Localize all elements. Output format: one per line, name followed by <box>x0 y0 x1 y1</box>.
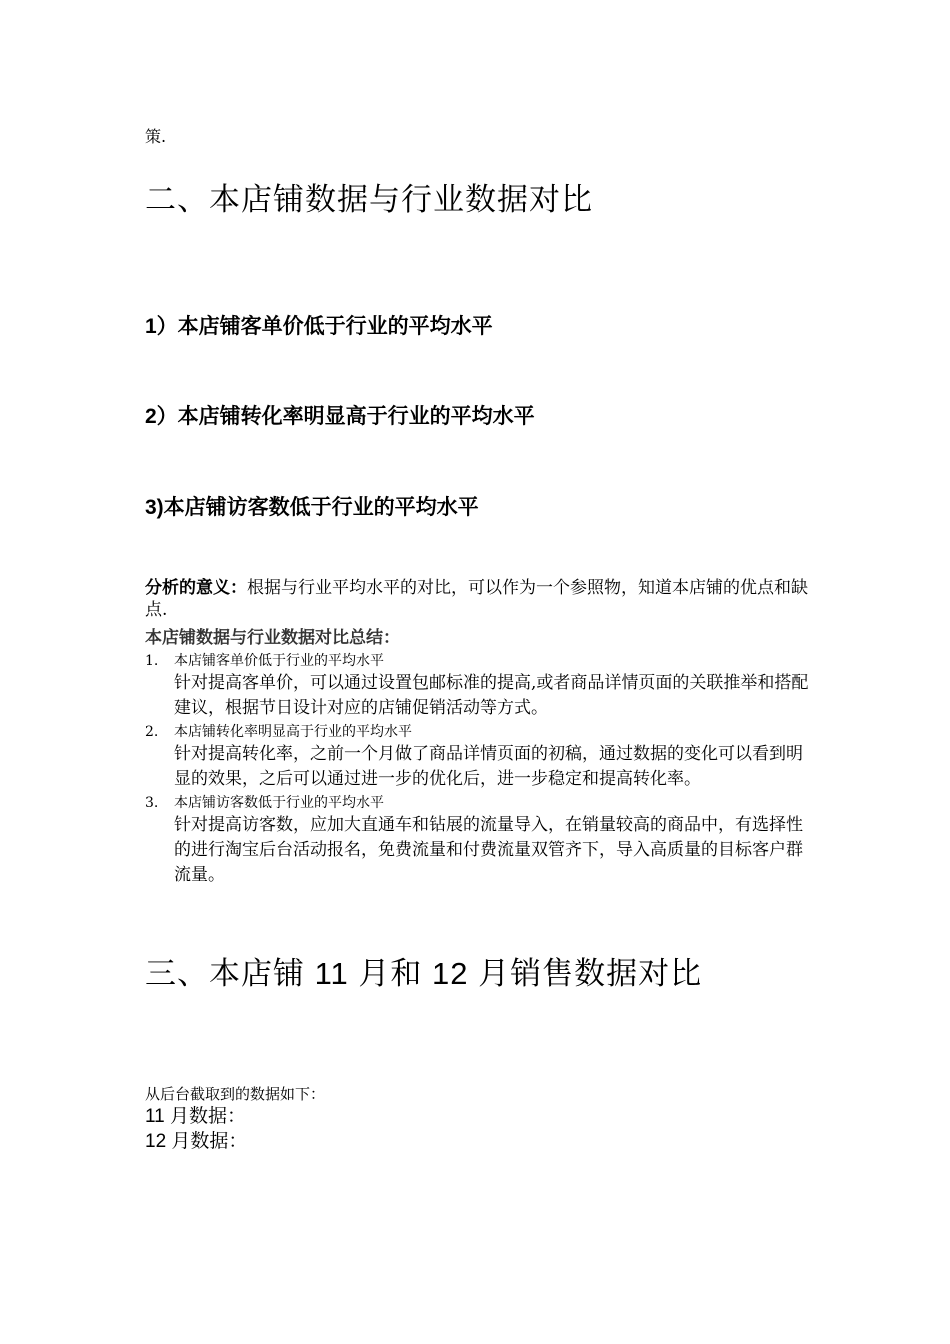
summary-item-number: 2. <box>145 724 159 740</box>
summary-title: 本店铺数据与行业数据对比总结： <box>145 628 400 647</box>
summary-item-1 <box>145 652 810 721</box>
section-2-heading: 二、本店铺数据与行业数据对比 <box>145 182 593 217</box>
summary-item-number: 3. <box>145 795 159 811</box>
analysis-meaning-text: 根据与行业平均水平的对比，可以作为一个参照物，知道本店铺的优点和缺点. <box>145 578 808 620</box>
december-data-label: 12 月数据： <box>145 1131 248 1152</box>
summary-item-body: 针对提高客单价，可以通过设置包邮标准的提高,或者商品详情页面的关联推举和搭配建议，根据节日设计对应的店铺促销活动等方式。 <box>174 673 809 718</box>
point-2: 2）本店铺转化率明显高于行业的平均水平 <box>145 405 535 428</box>
summary-item-3 <box>145 794 810 888</box>
section-3-intro: 从后台截取到的数据如下： <box>145 1085 326 1103</box>
summary-item-body: 针对提高访客数，应加大直通车和钻展的流量导入，在销量较高的商品中，有选择性的进行淘宝后台活动报名，免费流量和付费流量双管齐下，导入高质量的目标客户群流量。 <box>174 815 803 885</box>
summary-item-title: 本店铺转化率明显高于行业的平均水平 <box>174 724 412 740</box>
summary-list <box>145 652 810 890</box>
summary-item-title: 本店铺访客数低于行业的平均水平 <box>174 795 384 811</box>
section-3-heading: 三、本店铺 11 月和 12 月销售数据对比 <box>145 956 703 991</box>
summary-item-title: 本店铺客单价低于行业的平均水平 <box>174 653 384 669</box>
analysis-meaning-label: 分析的意义： <box>145 578 247 597</box>
point-3: 3)本店铺访客数低于行业的平均水平 <box>145 496 479 519</box>
summary-item-2 <box>145 723 810 792</box>
summary-item-number: 1. <box>145 653 159 669</box>
text-fragment: 策. <box>145 127 167 146</box>
point-1: 1）本店铺客单价低于行业的平均水平 <box>145 315 493 338</box>
summary-item-body: 针对提高转化率，之前一个月做了商品详情页面的初稿，通过数据的变化可以看到明显的效果，之后可以通过进一步的优化后，进一步稳定和提高转化率。 <box>174 744 803 789</box>
november-data-label: 11 月数据： <box>145 1106 247 1127</box>
analysis-meaning-paragraph <box>145 577 810 621</box>
